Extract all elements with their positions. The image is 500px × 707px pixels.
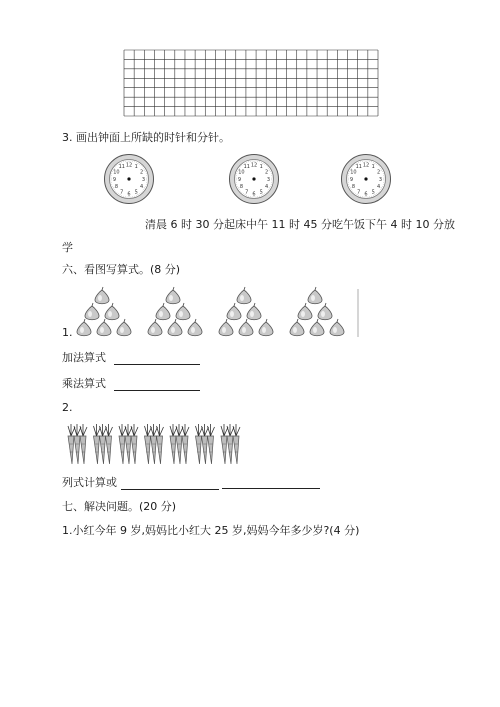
clock-morning: [103, 153, 155, 205]
addition-label: 加法算式: [62, 351, 106, 364]
pear: [247, 303, 261, 320]
equation-label: 列式计算或: [62, 476, 117, 489]
pear: [308, 287, 322, 304]
clock-number: 7: [120, 189, 124, 196]
clock-number: 8: [114, 184, 119, 191]
pear: [188, 319, 202, 336]
clock-number: 6: [364, 191, 368, 198]
clock-number: 12: [125, 162, 133, 169]
section-six-title: 六、看图写算式。(8 分): [62, 263, 181, 276]
clock-number: 12: [362, 162, 370, 169]
carrot-bundle: [170, 424, 189, 464]
pear: [97, 319, 111, 336]
carrots-picture: [64, 422, 246, 466]
item-2-label: 2.: [62, 401, 73, 414]
clock-number: 6: [252, 191, 256, 198]
addition-answer-blank[interactable]: [114, 352, 200, 365]
clock-number: 10: [113, 169, 120, 176]
clock-number: 7: [245, 189, 249, 196]
clock-number: 2: [139, 169, 144, 176]
pear: [105, 303, 119, 320]
item-1-label: 1.: [62, 326, 73, 339]
clock-times-text: 清晨 6 时 30 分起床中午 11 时 45 分吃午饭下午 4 时 10 分放: [145, 218, 455, 231]
pear: [77, 319, 91, 336]
clock-question-title: 3. 画出钟面上所缺的时针和分针。: [62, 131, 230, 144]
pear: [290, 319, 304, 336]
clock-number: 1: [259, 164, 263, 171]
pear: [95, 287, 109, 304]
pear: [298, 303, 312, 320]
clock-number: 9: [237, 176, 242, 183]
multiplication-answer-blank[interactable]: [114, 378, 200, 391]
carrot-bundle: [145, 424, 164, 464]
problem-1-text: 1.小红今年 9 岁,妈妈比小红大 25 岁,妈妈今年多少岁?(4 分): [62, 524, 360, 537]
clock-number: 5: [134, 189, 138, 196]
clock-number: 5: [259, 189, 263, 196]
pear: [227, 303, 241, 320]
multiplication-label: 乘法算式: [62, 377, 106, 390]
addition-row: [62, 351, 200, 365]
pear: [148, 319, 162, 336]
equation-row: [62, 476, 219, 490]
carrot-bundle: [119, 424, 138, 464]
clock-number: 3: [266, 176, 271, 183]
carrot-bundle: [68, 424, 87, 464]
section-seven-title: 七、解决问题。(20 分): [62, 500, 177, 513]
clock-number: 2: [376, 169, 381, 176]
pear: [239, 319, 253, 336]
carrot-bundle: [196, 424, 215, 464]
clock-number: 4: [376, 184, 381, 191]
clock-afternoon: [340, 153, 392, 205]
clock-number: 1: [134, 164, 138, 171]
multiplication-row: [62, 377, 200, 391]
clock-number: 6: [127, 191, 131, 198]
clock-number: 3: [141, 176, 146, 183]
equation-answer-blank-1[interactable]: [121, 477, 219, 490]
pear: [85, 303, 99, 320]
pear: [318, 303, 332, 320]
clock-number: 2: [264, 169, 269, 176]
clock-number: 8: [239, 184, 244, 191]
clock-number: 7: [357, 189, 361, 196]
equation-answer-blank-2[interactable]: [222, 476, 320, 489]
pear: [176, 303, 190, 320]
pear: [219, 319, 233, 336]
clock-number: 5: [371, 189, 375, 196]
pear: [310, 319, 324, 336]
clock-number: 11: [118, 164, 125, 171]
drawing-grid: [124, 50, 378, 116]
clock-times-text-wrap: 学: [62, 241, 73, 254]
clock-number: 4: [139, 184, 144, 191]
clock-number: 10: [238, 169, 245, 176]
clock-number: 9: [112, 176, 117, 183]
clock-number: 9: [349, 176, 354, 183]
clock-number: 8: [351, 184, 356, 191]
pears-picture: [76, 287, 360, 339]
pear: [330, 319, 344, 336]
clock-number: 12: [250, 162, 258, 169]
clock-number: 11: [355, 164, 362, 171]
clock-noon: [228, 153, 280, 205]
pear: [156, 303, 170, 320]
carrot-bundle: [94, 424, 113, 464]
pear: [168, 319, 182, 336]
clock-number: 3: [378, 176, 383, 183]
pear: [166, 287, 180, 304]
clock-number: 4: [264, 184, 269, 191]
pear: [117, 319, 131, 336]
carrot-bundle: [221, 424, 240, 464]
pear: [259, 319, 273, 336]
clock-number: 11: [243, 164, 250, 171]
pear: [237, 287, 251, 304]
clock-number: 1: [371, 164, 375, 171]
clock-number: 10: [350, 169, 357, 176]
